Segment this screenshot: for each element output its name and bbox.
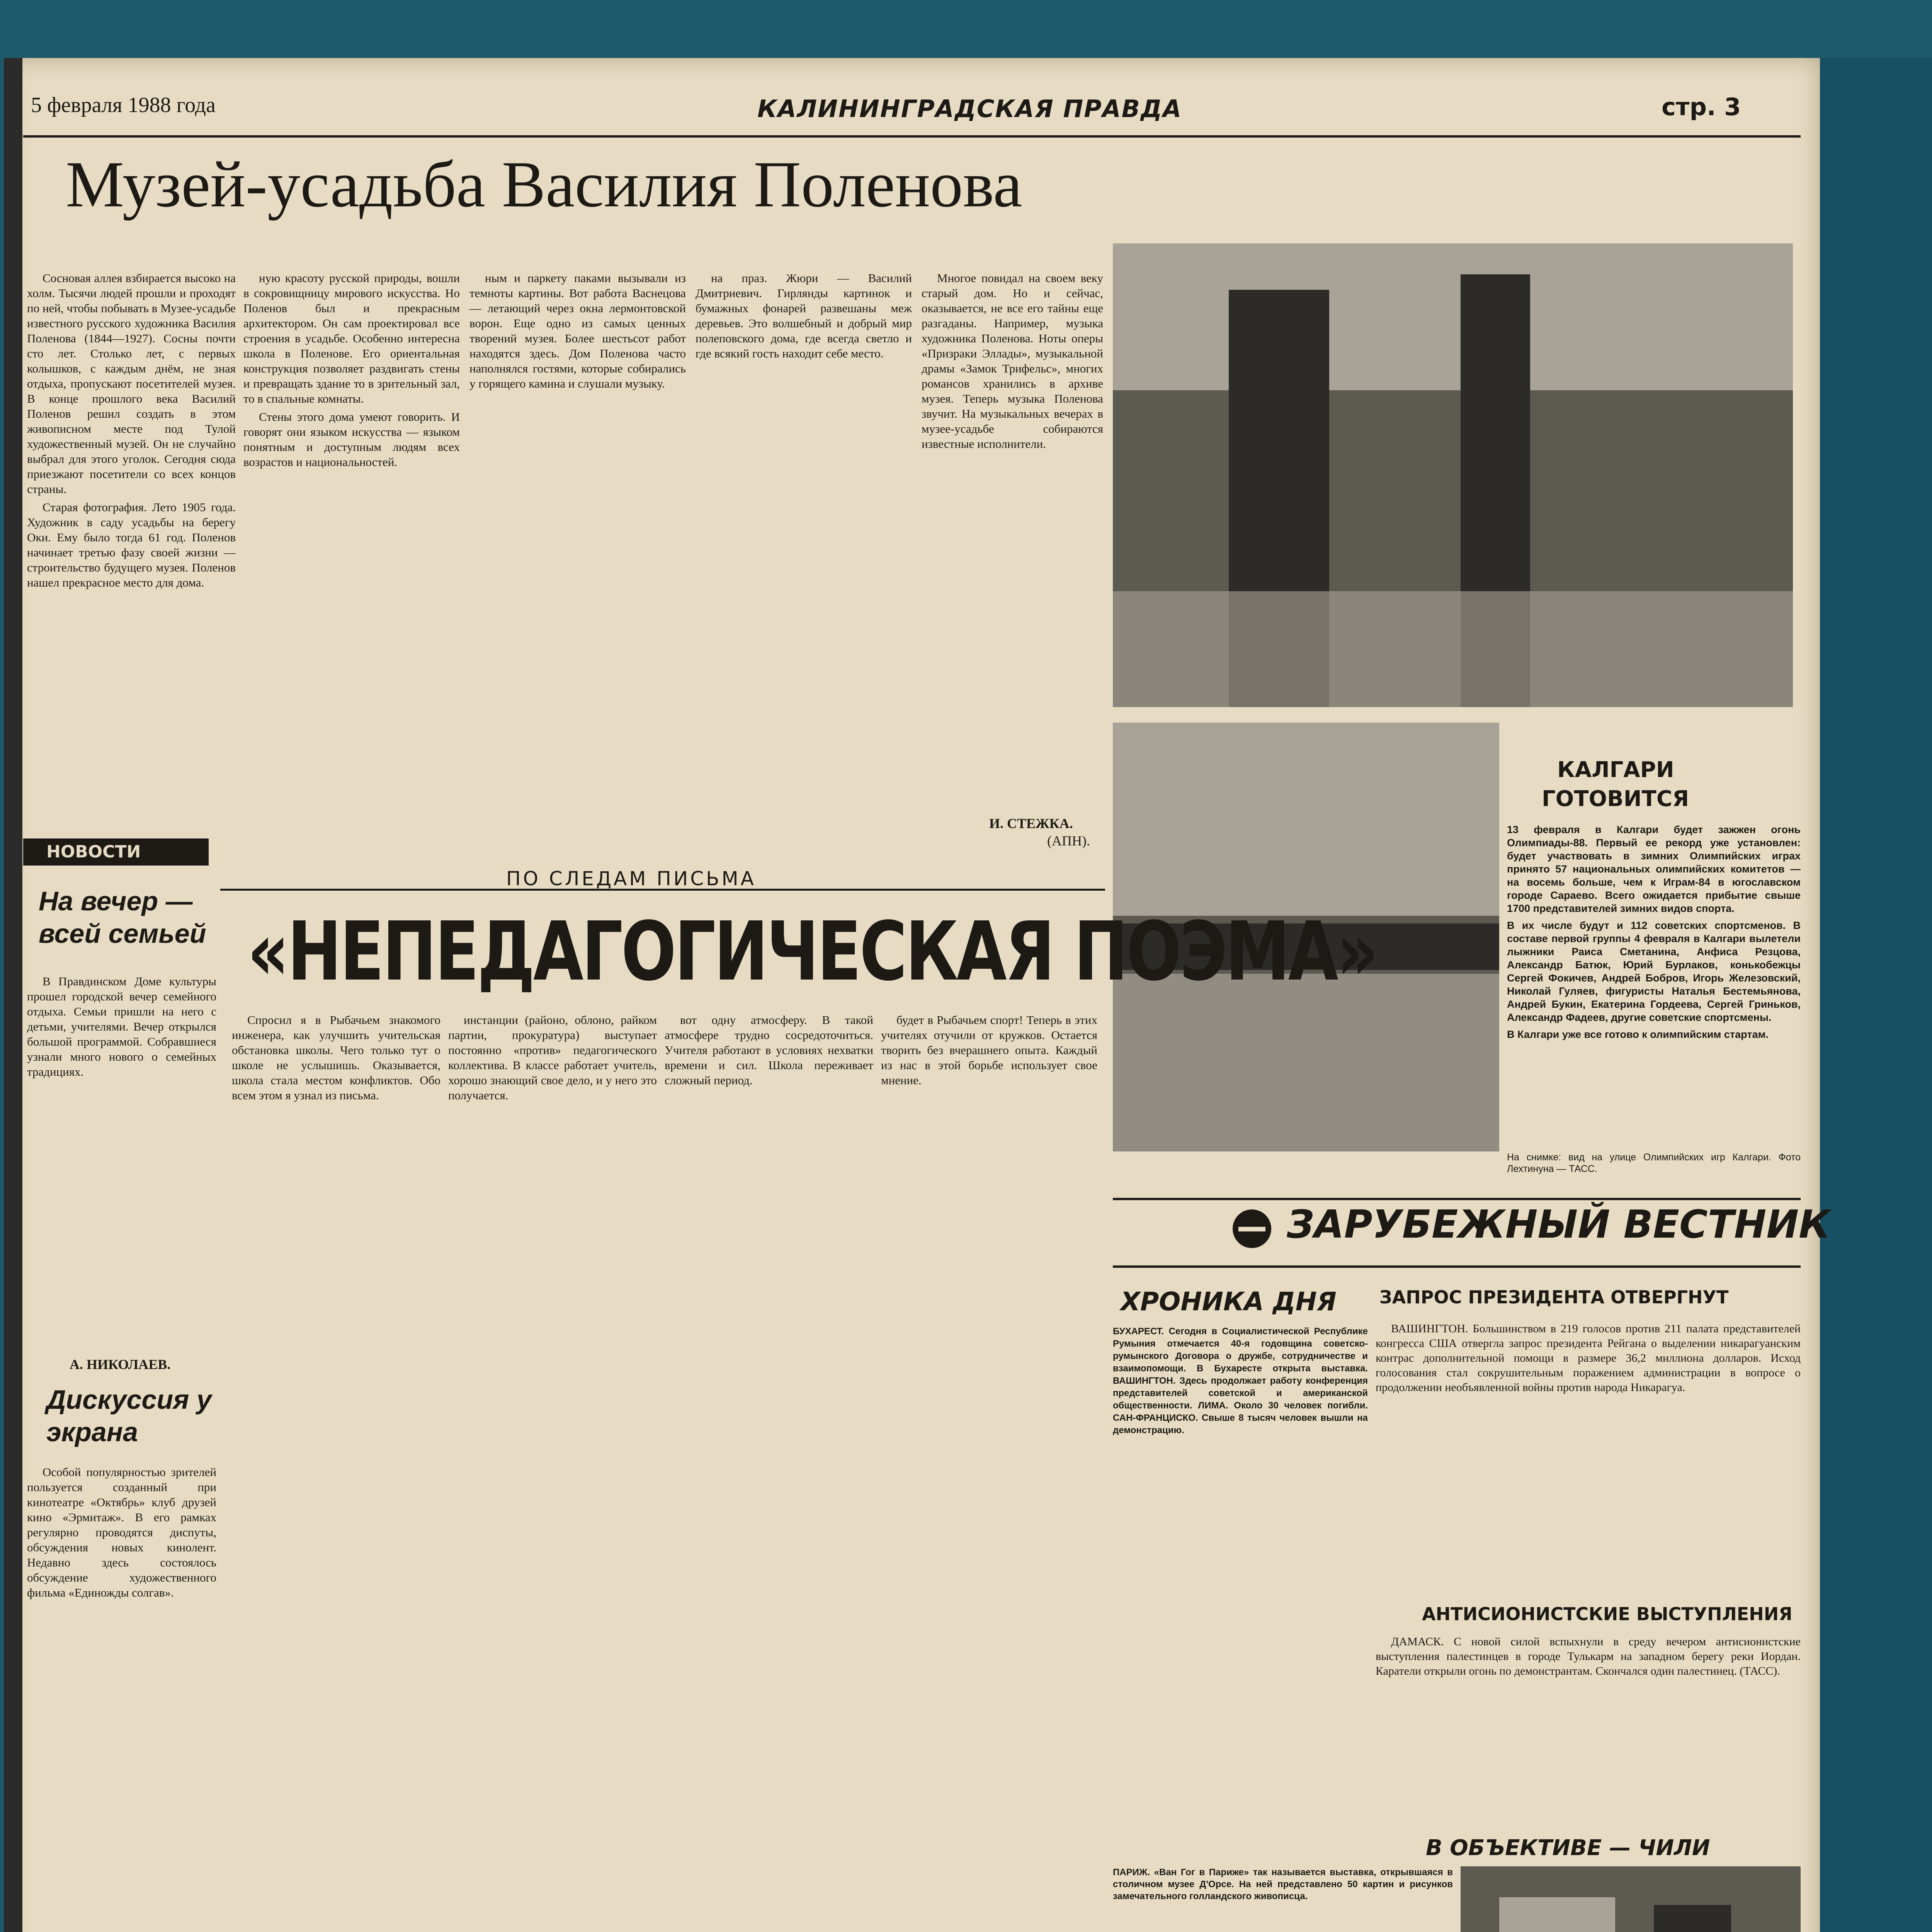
chronicle-title: ХРОНИКА ДНЯ [1121, 1287, 1337, 1316]
request-text [1376, 1321, 1801, 1592]
museum-col3-text: ным и паркету паками вызывали из темноты картины. Вот работа Васнецова — летающий через окна лермонтовской ворон. Еще одно из самых ценных творений музея. Более шестьсот работ находятся здесь. Дом Поленова часто наполнялся гостями, которые собирались у горящего камина и слушали музыку. [469, 271, 686, 390]
globe-icon [1233, 1209, 1271, 1248]
news-text-2 [27, 1464, 216, 1932]
museum-signature: И. СТЕЖКА. [989, 816, 1073, 831]
news-section-bar: НОВОСТИ [23, 838, 209, 866]
calgary-text-2: В их числе будут и 112 советских спортсменов. В составе первой группы 4 февраля в Калгари вылетели лыжники Раиса Сметанина, Анфиса Резцова, Александр Батюк, Юрий Бурлаков, конькобежцы Сергей Фокичев, Андрей Бобров, Игорь Железовский, Николай Гуляев, фигуристы Наталья Бестемьянова, Андрей Букин, Екатерина Гордеева, Сергей Гриньков, Александр Фадеев, другие советские спортсмены. [1507, 920, 1801, 1023]
letter-column-1-text: Спросил я в Рыбачьем знакомого инженера, как улучшить учительская обстановка школы. Чего только тут о школе не услышишь. Оказывается, школа стала местом конфликтов. Обо всем этом я узнал из письма. [232, 1013, 440, 1102]
letter-column-4-text: будет в Рыбачьем спорт! Теперь в этих учителях отучили от кружков. Остается творить без вчерашнего опыта. Каждый из нас в этой борьбе использует свое мнение. [881, 1013, 1097, 1087]
letter-title: «НЕПЕДАГОГИЧЕСКАЯ ПОЭМА» [247, 904, 1377, 999]
calgary-text-3: В Калгари уже все готово к олимпийским стартам. [1507, 1029, 1769, 1040]
letter-column-2 [448, 1012, 657, 1932]
page-spine [4, 58, 22, 1932]
antizionist-text-body: ДАМАСК. С новой силой вспыхнули в среду вечером антисионистские выступления палестинцев в городе Тулькарм на западном берегу реки Иордан. Каратели открыли огонь по демонстрантам. Скончался один палестинец. (ТАСС). [1376, 1635, 1801, 1677]
chile-arrest-photo [1461, 1866, 1801, 1932]
binding-edge [1820, 58, 1932, 1932]
request-text-body: ВАШИНГТОН. Большинством в 219 голосов против 211 палата представителей конгресса США отвергла запрос президента Рейгана о выделении никарагуанским контрас дополнительной помощи в размере 36,2 миллиона долларов. Исход голосования стал сокрушительным поражением администрации в вопросе о продолжении необъявленной войны против народа Никарагуа. [1376, 1322, 1801, 1394]
calgary-text [1507, 823, 1801, 1159]
museum-col2b-text: Стены этого дома умеют говорить. И говорят они языком искусства — языком понятным и доступным людям всех возрастов и национальностей. [243, 410, 460, 469]
foreign-rule-top [1113, 1198, 1801, 1200]
letter-column-2-text: инстанции (районо, облоно, райком партии, прокуратура) выступает постоянно «против» педагогического коллектива. В классе работает учитель, хорошо знающий свое дело, и у него это получается. [448, 1013, 657, 1102]
calgary-title-2: ГОТОВИТСЯ [1542, 786, 1689, 811]
letter-column-3 [665, 1012, 873, 1932]
museum-col1b-text: Старая фотография. Лето 1905 года. Художник в саду усадьбы на берегу Оки. Ему было тогда 61 год. Поленов начинает третью фазу своей жизни — строительство будущего музея. Поленов нашел прекрасное место для дома. [27, 500, 236, 589]
calgary-caption-text: На снимке: вид на улице Олимпийских игр Калгари. [1507, 1152, 1771, 1163]
masthead-rule [23, 112, 1801, 138]
chile-section-title: В ОБЪЕКТИВЕ — ЧИЛИ [1426, 1835, 1710, 1861]
calgary-caption [1507, 1151, 1801, 1175]
calgary-text-1: 13 февраля в Калгари будет зажжен огонь Олимпиады-88. Первый ее рекорд уже установлен: будет участвовать в зимних Олимпийских играх принято 57 национальных олимпийских комитетов — на восемь больше, чем к Играм-84 в югославском городе Сараево. Всего ожидается прибытие свыше 1700 представителей зимних видов спорта. [1507, 824, 1801, 914]
museum-col5-text: Многое повидал на своем веку старый дом. Но и сейчас, оказывается, не все его тайны еще разгаданы. Например, музыка художника Поленова. Ноты оперы «Призраки Эллады», музыкальной драмы «Замок Трифельс», многих романсов хранились в архиве музея. Теперь музыка Поленова звучит. На музыкальных вечерах в музее-усадьбе собираются известные исполнители. [922, 271, 1103, 451]
museum-agency: (АПН). [1047, 833, 1090, 849]
page-number: стр. 3 [1662, 93, 1741, 121]
museum-column-2 [243, 270, 460, 831]
foreign-rule-bottom [1113, 1265, 1801, 1268]
letter-column-4 [881, 1012, 1097, 1932]
news-headline-2: Дискуссия у экрана [46, 1384, 212, 1447]
letter-column-1 [232, 1012, 440, 1932]
antizionist-title: АНТИСИОНИСТСКИЕ ВЫСТУПЛЕНИЯ [1422, 1604, 1793, 1624]
request-title: ЗАПРОС ПРЕЗИДЕНТА ОТВЕРГНУТ [1379, 1287, 1729, 1308]
newspaper-name: КАЛИНИНГРАДСКАЯ ПРАВДА [757, 95, 1182, 123]
news-headline-1: На вечер — всей семьей [39, 886, 206, 949]
news-text-1-body: В Правдинском Доме культуры прошел городской вечер семейного отдыха. Семьи пришли на него с детьми, учителями. Вечер открылся большой программой. Собравшиеся узнали много нового о семейных традициях. [27, 975, 216, 1078]
paris-text: ПАРИЖ. «Ван Гог в Париже» так называется выставка, открывшаяся в столичном музее Д'Орсе. На ней представлено 50 картин и рисунков замечательного голландского живописца. [1113, 1867, 1453, 1901]
foreign-section-title: ЗАРУБЕЖНЫЙ ВЕСТНИК [1287, 1202, 1830, 1247]
museum-col1-text: Сосновая аллея взбирается высоко на холм. Тысячи людей прошли и проходят по ней, чтобы побывать в Музее-усадьбе известного русского художника Василия Поленова (1844—1927). Сосны почти сто лет. Столько лет, с первых колышков, с каждым днём, не зная отдыха, пропускают посетителей музея. В конце прошлого века Василий Поленов решил создать в этом живописном месте под Тулой художественный музей. Он не случайно выбрал для этого уголок. Сегодня сюда приезжают посетители со всех концов страны. [27, 271, 236, 496]
museum-column-4 [696, 270, 912, 831]
news-signature-1: А. НИКОЛАЕВ. [70, 1357, 171, 1372]
museum-column-3 [469, 270, 686, 831]
letter-kicker: ПО СЛЕДАМ ПИСЬМА [506, 867, 756, 890]
issue-date: 5 февраля 1988 года [31, 93, 216, 117]
museum-column-5 [922, 270, 1103, 804]
news-text-1 [27, 974, 216, 1341]
museum-column-1 [27, 270, 236, 831]
museum-photo [1113, 243, 1793, 707]
letter-column-3-text: вот одну атмосферу. В такой атмосфере трудно сосредоточиться. Учителя работают в условиях нехватки времени и сил. Школа переживает сложный период. [665, 1013, 873, 1087]
calgary-title-1: КАЛГАРИ [1557, 757, 1674, 782]
museum-headline: Музей-усадьба Василия Поленова [66, 148, 1022, 221]
news-text-2-body: Особой популярностью зрителей пользуется созданный при кинотеатре «Октябрь» клуб друзей кино «Эрмитаж». В его рамках регулярно проводятся диспуты, обсуждения новых кинолент. Недавно здесь состоялось обсуждение художественного фильма «Единожды солгав». [27, 1465, 216, 1599]
museum-col4-text: на праз. Жюри — Василий Дмитриевич. Гирлянды картинок и бумажных фонарей развешаны меж деревьев. Это волшебный и добрый мир полеповского дома, где всегда светло и где всякий гость находит себе место. [696, 271, 912, 360]
antizionist-text [1376, 1634, 1801, 1820]
chronicle-text: БУХАРЕСТ. Сегодня в Социалистической Республике Румыния отмечается 40-я годовщина советско-румынского Договора о дружбе, сотрудничестве и взаимопомощи. В Бухаресте открыта выставка. ВАШИНГТОН. Здесь продолжает работу конференция представителей советской и американской общественности. ЛИМА. Около 30 человек погибли. САН-ФРАНЦИСКО. Свыше 8 тысяч человек вышли на демонстрацию. [1113, 1326, 1368, 1435]
calgary-photo-credit: Фото Лехтинуна — ТАСС. [1507, 1152, 1801, 1174]
museum-col2-text: ную красоту русской природы, вошли в сокровищницу мирового искусства. Но Поленов был и прекрасным архитектором. Он сам проектировал все строения в усадьбе. Особенно интересна школа в Поленове. Его ориентальная конструкция позволяет раздвигать стены и превращать здание то в зрительный зал, то в спальные комнаты. [243, 271, 460, 405]
